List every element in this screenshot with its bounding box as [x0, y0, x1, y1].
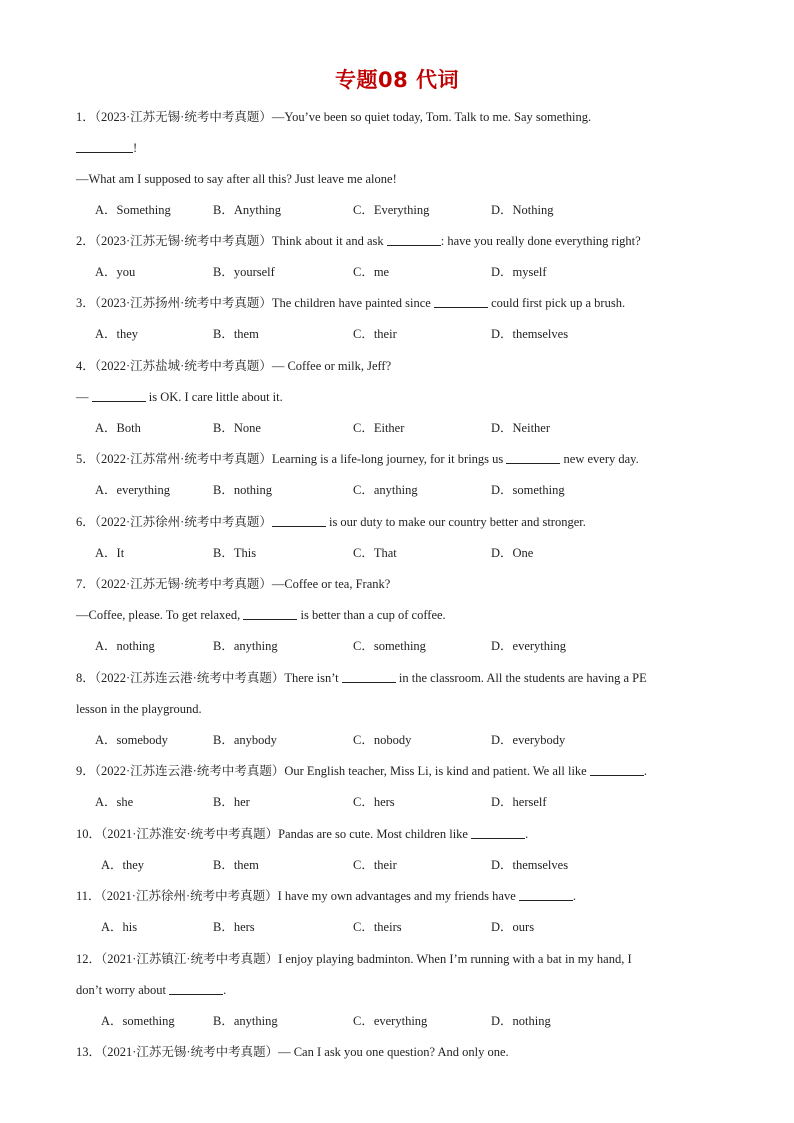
question-text: —You’ve been so quiet today, Tom. Talk to me. Say something.	[271, 110, 592, 124]
question-source: （2022·江苏连云港·统考中考真题）	[94, 764, 285, 778]
question-number: 10．	[76, 827, 102, 841]
options-row	[76, 912, 716, 943]
question-3	[76, 288, 716, 350]
question-source: （2021·江苏镇江·统考中考真题）	[101, 952, 279, 966]
question-number: 13．	[76, 1045, 102, 1059]
question-source: （2023·江苏无锡·统考中考真题）	[94, 234, 272, 248]
option-c: C．something	[353, 639, 426, 653]
option-a: A．nothing	[95, 639, 155, 653]
answer-blank	[434, 294, 488, 308]
question-text: —What am I supposed to say after all this? Just leave me alone!	[76, 172, 397, 186]
options-row	[76, 631, 716, 662]
option-b: B．them	[213, 858, 259, 872]
question-text: The children have painted since	[271, 296, 434, 310]
question-text: .	[572, 889, 576, 903]
answer-blank	[590, 762, 644, 776]
question-number: 8．	[76, 671, 95, 685]
question-text: is OK. I care little about it.	[145, 390, 283, 404]
question-number: 2．	[76, 234, 95, 248]
question-9	[76, 756, 716, 818]
question-text: I have my own advantages and my friends have	[277, 889, 519, 903]
question-10	[76, 819, 716, 881]
question-source: （2023·江苏扬州·统考中考真题）	[94, 296, 272, 310]
question-12	[76, 944, 716, 1037]
question-text: Our English teacher, Miss Li, is kind and patient. We all like	[284, 764, 590, 778]
option-d: D．One	[491, 546, 534, 560]
question-text: — Can I ask you one question? And only one.	[278, 1045, 509, 1059]
question-number: 6．	[76, 515, 95, 529]
option-a: A．his	[101, 920, 138, 934]
options-row	[76, 319, 716, 350]
option-b: B．anybody	[213, 733, 277, 747]
question-text: could first pick up a brush.	[487, 296, 626, 310]
question-text: .	[643, 764, 647, 778]
option-d: D．Nothing	[491, 203, 554, 217]
options-row	[76, 195, 716, 226]
option-b: B．None	[213, 421, 261, 435]
question-source: （2021·江苏徐州·统考中考真题）	[100, 889, 278, 903]
question-text: Learning is a life-long journey, for it brings us	[271, 452, 507, 466]
question-number: 3．	[76, 296, 95, 310]
answer-blank	[272, 513, 326, 527]
option-d: D．ours	[491, 920, 535, 934]
option-d: D．herself	[491, 795, 547, 809]
question-13	[76, 1037, 716, 1068]
question-number: 4．	[76, 359, 95, 373]
question-source: （2021·江苏淮安·统考中考真题）	[101, 827, 279, 841]
options-row	[76, 850, 716, 881]
option-d: D．everything	[491, 639, 566, 653]
option-b: B．them	[213, 327, 259, 341]
option-d: D．everybody	[491, 733, 566, 747]
option-d: D．Neither	[491, 421, 551, 435]
answer-blank	[506, 450, 560, 464]
question-source: （2022·江苏连云港·统考中考真题）	[94, 671, 285, 685]
question-text: Think about it and ask	[271, 234, 387, 248]
option-d: D．myself	[491, 265, 547, 279]
option-b: B．Anything	[213, 203, 282, 217]
option-c: C．hers	[353, 795, 395, 809]
question-text: There isn’t	[284, 671, 342, 685]
question-text: —	[76, 390, 92, 404]
option-c: C．Everything	[353, 203, 430, 217]
question-text: I enjoy playing badminton. When I’m running with a bat in my hand, I	[278, 952, 632, 966]
answer-blank	[243, 606, 297, 620]
answer-blank	[519, 887, 573, 901]
options-row	[76, 725, 716, 756]
question-text: — Coffee or milk, Jeff?	[271, 359, 392, 373]
question-1	[76, 102, 716, 226]
option-b: B．hers	[213, 920, 255, 934]
question-6	[76, 507, 716, 569]
option-a: A．she	[95, 795, 134, 809]
question-8	[76, 663, 716, 756]
question-number: 12．	[76, 952, 102, 966]
question-source: （2022·江苏常州·统考中考真题）	[94, 452, 272, 466]
question-number: 11．	[76, 889, 101, 903]
question-source: （2022·江苏无锡·统考中考真题）	[94, 577, 272, 591]
question-text: .	[525, 827, 529, 841]
option-a: A．Something	[95, 203, 171, 217]
answer-blank	[92, 388, 146, 402]
question-text: —Coffee, please. To get relaxed,	[76, 608, 244, 622]
option-a: A．somebody	[95, 733, 168, 747]
option-a: A．you	[95, 265, 136, 279]
answer-blank	[169, 981, 223, 995]
question-text: new every day.	[560, 452, 639, 466]
option-b: B．anything	[213, 639, 278, 653]
page-title: 专题08 代词	[334, 68, 460, 92]
question-text: don’t worry about	[76, 983, 170, 997]
question-source: （2022·江苏徐州·统考中考真题）	[94, 515, 272, 529]
option-d: D．nothing	[491, 1014, 551, 1028]
option-b: B．anything	[213, 1014, 278, 1028]
question-2	[76, 226, 716, 288]
option-c: C．everything	[353, 1014, 428, 1028]
option-b: B．nothing	[213, 483, 273, 497]
option-b: B．her	[213, 795, 250, 809]
option-c: C．their	[353, 327, 397, 341]
question-5	[76, 444, 716, 506]
question-4	[76, 351, 716, 444]
option-a: A．everything	[95, 483, 170, 497]
options-row	[76, 413, 716, 444]
question-text: in the classroom. All the students are having a PE	[395, 671, 647, 685]
options-row	[76, 257, 716, 288]
option-d: D．themselves	[491, 858, 569, 872]
answer-blank	[342, 669, 396, 683]
option-c: C．me	[353, 265, 390, 279]
option-a: A．It	[95, 546, 125, 560]
option-c: C．their	[353, 858, 397, 872]
question-text: —Coffee or tea, Frank?	[271, 577, 391, 591]
question-7	[76, 569, 716, 662]
option-a: A．something	[101, 1014, 175, 1028]
options-row	[76, 475, 716, 506]
option-c: C．nobody	[353, 733, 412, 747]
answer-blank	[387, 232, 441, 246]
question-text: is better than a cup of coffee.	[297, 608, 446, 622]
option-d: D．something	[491, 483, 565, 497]
question-text: !	[133, 141, 138, 155]
question-number: 1．	[76, 110, 95, 124]
option-a: A．Both	[95, 421, 141, 435]
option-c: C．That	[353, 546, 397, 560]
question-source: （2021·江苏无锡·统考中考真题）	[101, 1045, 279, 1059]
option-a: A．they	[95, 327, 139, 341]
answer-blank	[76, 139, 133, 153]
option-b: B．This	[213, 546, 257, 560]
option-a: A．they	[101, 858, 145, 872]
question-11	[76, 881, 716, 943]
question-text: is our duty to make our country better and stronger.	[325, 515, 586, 529]
options-row	[76, 787, 716, 818]
options-row	[76, 538, 716, 569]
question-text: : have you really done everything right?	[440, 234, 641, 248]
option-b: B．yourself	[213, 265, 275, 279]
question-number: 9．	[76, 764, 95, 778]
question-text: Pandas are so cute. Most children like	[278, 827, 472, 841]
option-c: C．Either	[353, 421, 405, 435]
option-c: C．anything	[353, 483, 418, 497]
question-source: （2023·江苏无锡·统考中考真题）	[94, 110, 272, 124]
question-number: 7．	[76, 577, 95, 591]
answer-blank	[471, 825, 525, 839]
question-text: lesson in the playground.	[76, 702, 202, 716]
question-source: （2022·江苏盐城·统考中考真题）	[94, 359, 272, 373]
question-number: 5．	[76, 452, 95, 466]
options-row	[76, 1006, 716, 1037]
option-d: D．themselves	[491, 327, 569, 341]
option-c: C．theirs	[353, 920, 402, 934]
question-text: .	[223, 983, 227, 997]
